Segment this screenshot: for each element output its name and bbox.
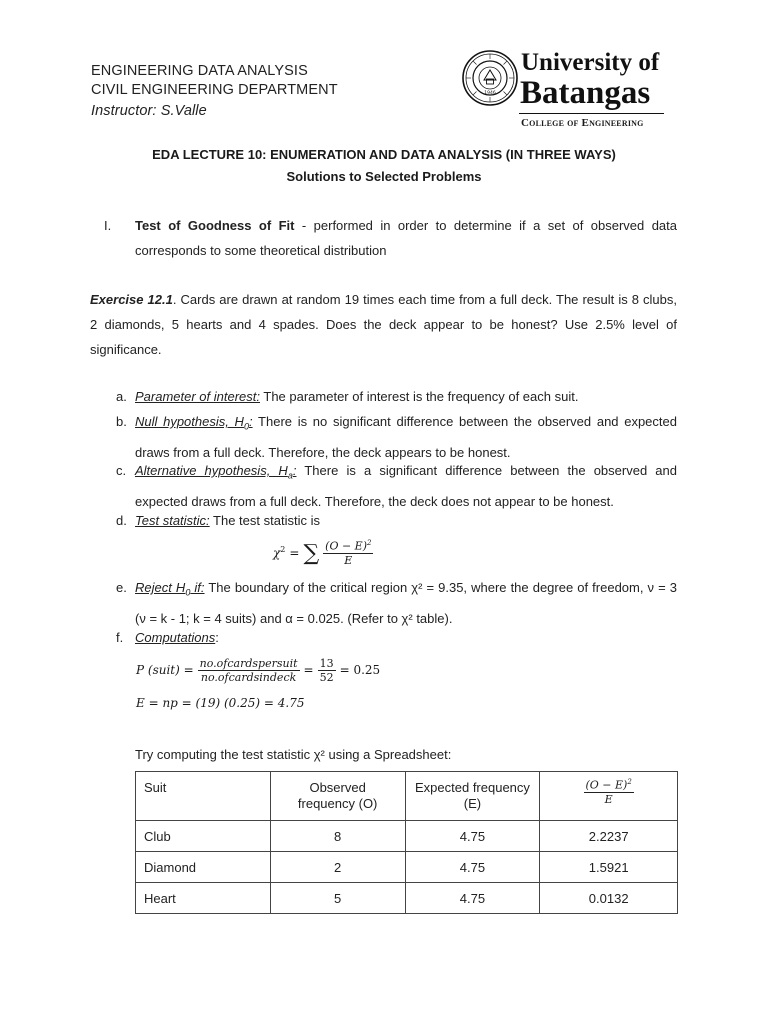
- section-numeral: I.: [104, 218, 112, 233]
- step-b-sub: 0: [243, 421, 249, 432]
- step-e-text: The boundary of the critical region χ² = 9.35, where the degree of freedom, ν = 3 (ν = k - 1; k = 4 suits) and α = 0.025. (Refer to χ² table).: [135, 580, 677, 626]
- chi-fraction-num: (O − E): [325, 539, 367, 553]
- table-header-row: [136, 772, 678, 821]
- row-suit: Heart: [136, 883, 271, 914]
- seal-year: 1946: [484, 91, 496, 96]
- row-chi-component: 2.2237: [540, 821, 678, 852]
- step-d-text: The test statistic is: [209, 513, 320, 528]
- header-chi-component: [540, 772, 678, 821]
- row-observed: 2: [270, 852, 405, 883]
- prob-lhs: P (suit) =: [136, 663, 194, 677]
- step-a-label: Parameter of interest:: [135, 389, 260, 404]
- header4-den: E: [604, 792, 613, 806]
- prob-fraction-den: no.ofcardsindeck: [200, 670, 297, 684]
- section-heading: Test of Goodness of Fit: [135, 218, 295, 233]
- row-observed: 8: [270, 821, 405, 852]
- step-f-label: Computations: [135, 630, 216, 645]
- expected-value-formula: E = np = (19) (0.25) = 4.75: [136, 696, 305, 710]
- row-expected: 4.75: [405, 852, 540, 883]
- row-observed: 5: [270, 883, 405, 914]
- header4-exp: 2: [627, 778, 632, 786]
- table-row: [136, 883, 678, 914]
- step-e-label: Reject H: [135, 580, 186, 595]
- chi-exponent: 2: [280, 544, 286, 554]
- row-expected: 4.75: [405, 883, 540, 914]
- header-observed: Observed frequency (O): [270, 772, 405, 821]
- step-c-text: There is a significant difference between the observed and expected draws from a full deck. Therefore, the deck does not appear to be honest.: [135, 463, 678, 509]
- step-b: Null hypothesis, $H_0$: There is no significant difference between the observed and expected draws from a full deck. Therefore, the deck appears to be honest.: [135, 414, 677, 460]
- step-a-text: The parameter of interest is the frequency of each suit.: [260, 389, 579, 404]
- row-suit: Club: [136, 821, 271, 852]
- row-suit: Diamond: [136, 852, 271, 883]
- step-f-letter: f.: [116, 630, 124, 645]
- course-name: ENGINEERING DATA ANALYSIS: [91, 63, 308, 79]
- step-c-label: Alternative hypothesis, H: [135, 463, 288, 478]
- prob-result: = 0.25: [339, 663, 381, 677]
- chi-fraction: [323, 539, 373, 567]
- header-expected: Expected frequency (E): [405, 772, 540, 821]
- chi-square-table: [135, 771, 678, 914]
- step-f: [135, 625, 219, 650]
- table-row: [136, 821, 678, 852]
- chi-fraction-exp: 2: [367, 539, 372, 548]
- header4-num: (O − E): [585, 778, 628, 792]
- table-row: [136, 852, 678, 883]
- step-a-letter: a.: [116, 389, 127, 404]
- step-d: [135, 508, 320, 533]
- exercise-label: Exercise 12.1: [90, 292, 173, 307]
- step-c: Alternative hypothesis, $H_a$: There is a significant difference between the observed and expected draws from a full deck. Therefore, the deck does not appear to be honest.: [135, 463, 678, 509]
- chi-symbol: χ: [273, 546, 281, 560]
- instructor-name: Instructor: S.Valle: [91, 103, 207, 119]
- row-chi-component: 0.0132: [540, 883, 678, 914]
- step-e-label-end: if:: [190, 580, 205, 595]
- exercise-text: . Cards are drawn at random 19 times each time from a full deck. The result is 8 clubs, 2 diamonds, 5 hearts and 4 spades. Does the deck appear to be honest? Use 2.5% level of significance.: [90, 292, 678, 357]
- sum-symbol: ∑: [303, 540, 320, 566]
- header-suit: Suit: [136, 772, 271, 821]
- step-e-sub: 0: [185, 587, 191, 598]
- step-f-colon: :: [215, 630, 219, 645]
- step-d-label: Test statistic:: [135, 513, 210, 528]
- step-c-letter: c.: [116, 463, 127, 478]
- prob-fraction-num: no.ofcardspersuit: [199, 656, 298, 670]
- exercise-paragraph: [90, 287, 677, 362]
- logo-university-line2: Batangas: [520, 75, 651, 111]
- row-expected: 4.75: [405, 821, 540, 852]
- university-seal-icon: [462, 50, 518, 106]
- step-d-letter: d.: [116, 513, 127, 528]
- prob-numeric-fraction: [318, 657, 336, 684]
- department-name: CIVIL ENGINEERING DEPARTMENT: [91, 82, 338, 98]
- logo-university-line1: University of: [521, 49, 660, 76]
- step-a: [135, 384, 677, 409]
- section-description: - performed in order to determine if a set of observed data corresponds to some theoretical distribution: [135, 218, 677, 258]
- prob-fraction: [198, 657, 300, 684]
- step-e: [135, 575, 677, 631]
- step-e-letter: e.: [116, 580, 127, 595]
- section-goodness-of-fit: [135, 213, 677, 263]
- spreadsheet-intro: Try computing the test statistic χ² using a Spreadsheet:: [135, 747, 452, 762]
- chi-equals: =: [289, 546, 300, 560]
- chi-fraction-den: E: [344, 553, 353, 567]
- step-b-text: There is no significant difference between the observed and expected draws from a full deck. Therefore, the deck appears to be honest.: [135, 414, 677, 460]
- logo-college: College of Engineering: [521, 117, 644, 129]
- prob-numeric-num: 13: [319, 656, 334, 670]
- logo-divider: [519, 113, 664, 114]
- lecture-subtitle: Solutions to Selected Problems: [286, 169, 482, 184]
- step-b-letter: b.: [116, 414, 127, 429]
- probability-formula: [136, 651, 380, 689]
- lecture-title: EDA LECTURE 10: ENUMERATION AND DATA ANALYSIS (IN THREE WAYS): [152, 147, 616, 162]
- chi-square-formula: [273, 535, 373, 571]
- row-chi-component: 1.5921: [540, 852, 678, 883]
- prob-numeric-den: 52: [319, 670, 334, 684]
- step-b-label: Null hypothesis, H: [135, 414, 244, 429]
- prob-equals: =: [303, 663, 314, 677]
- step-c-sub: a: [287, 470, 293, 481]
